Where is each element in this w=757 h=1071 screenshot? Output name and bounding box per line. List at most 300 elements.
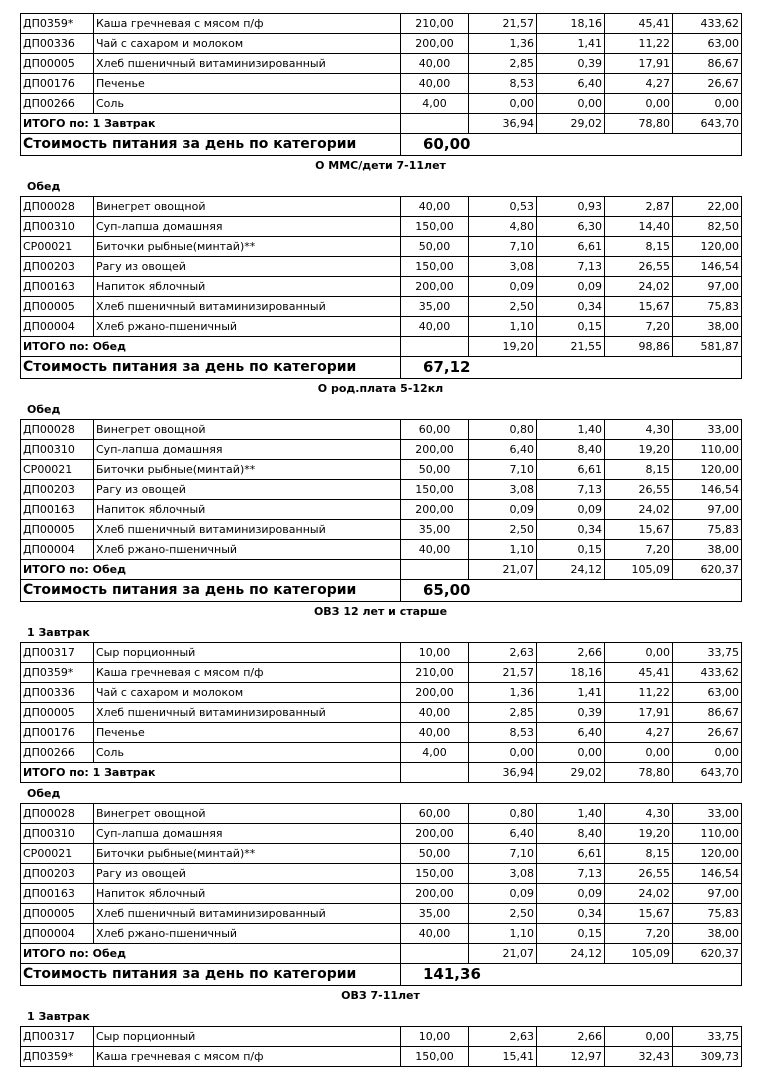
dish-carbs: 4,27 (605, 74, 673, 94)
dish-code: ДП00176 (21, 74, 94, 94)
dish-kcal: 33,75 (673, 643, 742, 663)
dish-kcal: 433,62 (673, 14, 742, 34)
dish-code: ДП00266 (21, 743, 94, 763)
dish-name: Хлеб ржано-пшеничный (94, 540, 401, 560)
total-carbs: 105,09 (605, 560, 673, 580)
dish-kcal: 63,00 (673, 683, 742, 703)
dish-weight: 50,00 (401, 237, 469, 257)
dish-code: ДП00163 (21, 500, 94, 520)
dish-code: ДП00336 (21, 683, 94, 703)
dish-carbs: 0,00 (605, 643, 673, 663)
dish-protein: 0,09 (469, 500, 537, 520)
total-protein: 36,94 (469, 763, 537, 783)
dish-kcal: 82,50 (673, 217, 742, 237)
dish-fat: 0,15 (537, 924, 605, 944)
dish-row (21, 460, 742, 480)
dish-weight: 10,00 (401, 643, 469, 663)
dish-code: ДП00028 (21, 420, 94, 440)
meal-total-row (21, 114, 742, 134)
total-protein: 21,07 (469, 560, 537, 580)
dish-carbs: 8,15 (605, 460, 673, 480)
menu-table (20, 1026, 742, 1067)
dish-fat: 0,09 (537, 500, 605, 520)
dish-code: ДП00004 (21, 540, 94, 560)
dish-carbs: 0,00 (605, 743, 673, 763)
dish-carbs: 8,15 (605, 844, 673, 864)
dish-fat: 0,15 (537, 540, 605, 560)
dish-carbs: 15,67 (605, 904, 673, 924)
dish-weight: 40,00 (401, 74, 469, 94)
dish-row (21, 297, 742, 317)
category-section (20, 156, 741, 379)
dish-name: Суп-лапша домашняя (94, 824, 401, 844)
dish-carbs: 32,43 (605, 1047, 673, 1067)
daily-cost-value: 60,00 (401, 134, 742, 156)
dish-weight: 35,00 (401, 904, 469, 924)
dish-kcal: 97,00 (673, 884, 742, 904)
total-kcal: 643,70 (673, 763, 742, 783)
dish-row (21, 804, 742, 824)
total-weight (401, 337, 469, 357)
dish-carbs: 0,00 (605, 94, 673, 114)
dish-carbs: 7,20 (605, 317, 673, 337)
total-kcal: 581,87 (673, 337, 742, 357)
dish-protein: 0,09 (469, 277, 537, 297)
total-protein: 36,94 (469, 114, 537, 134)
daily-cost-label: Стоимость питания за день по категории (21, 134, 401, 156)
dish-carbs: 24,02 (605, 277, 673, 297)
dish-row (21, 500, 742, 520)
dish-name: Суп-лапша домашняя (94, 440, 401, 460)
dish-row (21, 1047, 742, 1067)
dish-name: Винегрет овощной (94, 804, 401, 824)
dish-code: ДП0359* (21, 663, 94, 683)
dish-weight: 150,00 (401, 864, 469, 884)
dish-protein: 7,10 (469, 460, 537, 480)
dish-name: Хлеб пшеничный витаминизированный (94, 703, 401, 723)
dish-protein: 3,08 (469, 257, 537, 277)
dish-kcal: 110,00 (673, 440, 742, 460)
dish-row (21, 864, 742, 884)
meal-title: Обед (27, 403, 61, 416)
dish-fat: 0,39 (537, 54, 605, 74)
dish-protein: 1,10 (469, 317, 537, 337)
dish-weight: 200,00 (401, 884, 469, 904)
dish-code: ДП00310 (21, 824, 94, 844)
dish-weight: 200,00 (401, 440, 469, 460)
meal-title: Обед (27, 180, 61, 193)
dish-weight: 200,00 (401, 34, 469, 54)
dish-kcal: 38,00 (673, 317, 742, 337)
total-weight (401, 560, 469, 580)
dish-protein: 0,09 (469, 884, 537, 904)
meal-title: 1 Завтрак (27, 626, 90, 639)
dish-row (21, 94, 742, 114)
dish-protein: 8,53 (469, 723, 537, 743)
dish-kcal: 146,54 (673, 864, 742, 884)
dish-protein: 6,40 (469, 824, 537, 844)
dish-row (21, 237, 742, 257)
dish-code: ДП00005 (21, 703, 94, 723)
dish-row (21, 723, 742, 743)
dish-code: ДП00163 (21, 277, 94, 297)
dish-code: ДП00317 (21, 643, 94, 663)
dish-protein: 2,50 (469, 520, 537, 540)
dish-carbs: 4,30 (605, 420, 673, 440)
total-fat: 24,12 (537, 560, 605, 580)
dish-fat: 1,41 (537, 683, 605, 703)
dish-weight: 60,00 (401, 420, 469, 440)
dish-carbs: 11,22 (605, 34, 673, 54)
daily-cost-label: Стоимость питания за день по категории (21, 964, 401, 986)
dish-protein: 2,63 (469, 1027, 537, 1047)
daily-cost-row (21, 357, 742, 379)
dish-code: ДП00203 (21, 480, 94, 500)
dish-name: Рагу из овощей (94, 257, 401, 277)
dish-protein: 8,53 (469, 74, 537, 94)
dish-code: ДП00004 (21, 924, 94, 944)
dish-row (21, 217, 742, 237)
dish-carbs: 8,15 (605, 237, 673, 257)
dish-fat: 6,61 (537, 460, 605, 480)
dish-carbs: 26,55 (605, 864, 673, 884)
dish-carbs: 7,20 (605, 924, 673, 944)
dish-protein: 6,40 (469, 440, 537, 460)
dish-name: Хлеб пшеничный витаминизированный (94, 904, 401, 924)
dish-kcal: 38,00 (673, 540, 742, 560)
dish-weight: 150,00 (401, 257, 469, 277)
dish-fat: 6,30 (537, 217, 605, 237)
total-fat: 24,12 (537, 944, 605, 964)
dish-code: ДП00310 (21, 217, 94, 237)
dish-carbs: 19,20 (605, 824, 673, 844)
dish-fat: 7,13 (537, 480, 605, 500)
dish-kcal: 309,73 (673, 1047, 742, 1067)
dish-fat: 0,15 (537, 317, 605, 337)
dish-carbs: 14,40 (605, 217, 673, 237)
dish-carbs: 19,20 (605, 440, 673, 460)
dish-code: ДП00310 (21, 440, 94, 460)
dish-carbs: 2,87 (605, 197, 673, 217)
dish-code: СР00021 (21, 460, 94, 480)
dish-fat: 6,61 (537, 237, 605, 257)
dish-name: Винегрет овощной (94, 197, 401, 217)
dish-name: Сыр порционный (94, 1027, 401, 1047)
dish-weight: 150,00 (401, 217, 469, 237)
dish-row (21, 34, 742, 54)
menu-document (20, 13, 741, 1067)
dish-carbs: 24,02 (605, 884, 673, 904)
dish-name: Соль (94, 743, 401, 763)
dish-fat: 8,40 (537, 440, 605, 460)
dish-kcal: 63,00 (673, 34, 742, 54)
dish-fat: 6,40 (537, 723, 605, 743)
menu-table (20, 13, 742, 156)
dish-weight: 50,00 (401, 460, 469, 480)
dish-row (21, 54, 742, 74)
dish-protein: 1,36 (469, 34, 537, 54)
dish-row (21, 440, 742, 460)
dish-protein: 15,41 (469, 1047, 537, 1067)
dish-fat: 1,41 (537, 34, 605, 54)
dish-kcal: 22,00 (673, 197, 742, 217)
total-carbs: 78,80 (605, 763, 673, 783)
dish-name: Биточки рыбные(минтай)** (94, 237, 401, 257)
dish-name: Сыр порционный (94, 643, 401, 663)
dish-carbs: 26,55 (605, 480, 673, 500)
dish-code: ДП00176 (21, 723, 94, 743)
dish-fat: 6,40 (537, 74, 605, 94)
category-title: ОВЗ 7-11лет (341, 989, 420, 1002)
dish-row (21, 277, 742, 297)
dish-carbs: 11,22 (605, 683, 673, 703)
dish-protein: 1,10 (469, 924, 537, 944)
category-title: О род.плата 5-12кл (317, 382, 444, 395)
dish-carbs: 17,91 (605, 703, 673, 723)
dish-name: Хлеб пшеничный витаминизированный (94, 54, 401, 74)
dish-kcal: 75,83 (673, 297, 742, 317)
dish-protein: 2,50 (469, 904, 537, 924)
dish-name: Хлеб ржано-пшеничный (94, 317, 401, 337)
dish-weight: 50,00 (401, 844, 469, 864)
dish-code: ДП00004 (21, 317, 94, 337)
dish-kcal: 433,62 (673, 663, 742, 683)
total-protein: 21,07 (469, 944, 537, 964)
dish-row (21, 824, 742, 844)
dish-row (21, 844, 742, 864)
menu-table (20, 196, 742, 379)
dish-kcal: 0,00 (673, 743, 742, 763)
dish-weight: 40,00 (401, 54, 469, 74)
dish-weight: 40,00 (401, 540, 469, 560)
daily-cost-row (21, 134, 742, 156)
dish-weight: 210,00 (401, 663, 469, 683)
dish-weight: 200,00 (401, 683, 469, 703)
dish-kcal: 33,75 (673, 1027, 742, 1047)
dish-row (21, 480, 742, 500)
dish-row (21, 743, 742, 763)
dish-weight: 4,00 (401, 743, 469, 763)
total-kcal: 643,70 (673, 114, 742, 134)
total-carbs: 78,80 (605, 114, 673, 134)
dish-kcal: 26,67 (673, 723, 742, 743)
meal-total-row (21, 560, 742, 580)
dish-fat: 2,66 (537, 1027, 605, 1047)
category-section (20, 13, 741, 156)
dish-code: ДП00317 (21, 1027, 94, 1047)
dish-weight: 10,00 (401, 1027, 469, 1047)
dish-name: Хлеб пшеничный витаминизированный (94, 520, 401, 540)
dish-carbs: 4,30 (605, 804, 673, 824)
dish-row (21, 520, 742, 540)
dish-code: ДП00005 (21, 297, 94, 317)
meal-total-row (21, 944, 742, 964)
dish-fat: 12,97 (537, 1047, 605, 1067)
dish-fat: 0,09 (537, 277, 605, 297)
dish-weight: 200,00 (401, 277, 469, 297)
dish-protein: 21,57 (469, 14, 537, 34)
dish-row (21, 420, 742, 440)
dish-fat: 18,16 (537, 14, 605, 34)
dish-code: ДП00028 (21, 804, 94, 824)
dish-carbs: 15,67 (605, 297, 673, 317)
total-label: ИТОГО по: Обед (21, 337, 401, 357)
dish-fat: 0,34 (537, 520, 605, 540)
dish-weight: 210,00 (401, 14, 469, 34)
dish-protein: 0,80 (469, 804, 537, 824)
dish-row (21, 643, 742, 663)
dish-fat: 0,00 (537, 743, 605, 763)
dish-carbs: 26,55 (605, 257, 673, 277)
dish-weight: 150,00 (401, 480, 469, 500)
dish-kcal: 120,00 (673, 237, 742, 257)
dish-fat: 18,16 (537, 663, 605, 683)
meal-total-row (21, 337, 742, 357)
dish-row (21, 1027, 742, 1047)
dish-row (21, 683, 742, 703)
dish-code: ДП00005 (21, 520, 94, 540)
dish-name: Суп-лапша домашняя (94, 217, 401, 237)
total-label: ИТОГО по: 1 Завтрак (21, 114, 401, 134)
dish-fat: 0,00 (537, 94, 605, 114)
dish-carbs: 45,41 (605, 663, 673, 683)
daily-cost-value: 141,36 (401, 964, 742, 986)
daily-cost-label: Стоимость питания за день по категории (21, 580, 401, 602)
total-weight (401, 763, 469, 783)
dish-row (21, 74, 742, 94)
total-carbs: 105,09 (605, 944, 673, 964)
dish-fat: 0,39 (537, 703, 605, 723)
total-carbs: 98,86 (605, 337, 673, 357)
dish-code: ДП00163 (21, 884, 94, 904)
total-label: ИТОГО по: Обед (21, 560, 401, 580)
dish-carbs: 45,41 (605, 14, 673, 34)
dish-fat: 1,40 (537, 804, 605, 824)
dish-code: ДП0359* (21, 1047, 94, 1067)
dish-protein: 1,10 (469, 540, 537, 560)
dish-kcal: 86,67 (673, 54, 742, 74)
total-weight (401, 114, 469, 134)
dish-name: Каша гречневая с мясом п/ф (94, 14, 401, 34)
dish-kcal: 120,00 (673, 460, 742, 480)
total-kcal: 620,37 (673, 944, 742, 964)
total-protein: 19,20 (469, 337, 537, 357)
dish-row (21, 884, 742, 904)
dish-carbs: 4,27 (605, 723, 673, 743)
dish-name: Биточки рыбные(минтай)** (94, 460, 401, 480)
dish-row (21, 663, 742, 683)
dish-row (21, 540, 742, 560)
total-fat: 21,55 (537, 337, 605, 357)
meal-total-row (21, 763, 742, 783)
dish-kcal: 146,54 (673, 257, 742, 277)
dish-protein: 4,80 (469, 217, 537, 237)
daily-cost-label: Стоимость питания за день по категории (21, 357, 401, 379)
dish-fat: 8,40 (537, 824, 605, 844)
daily-cost-row (21, 964, 742, 986)
dish-name: Печенье (94, 74, 401, 94)
dish-code: ДП00005 (21, 904, 94, 924)
category-section (20, 602, 741, 986)
dish-name: Каша гречневая с мясом п/ф (94, 1047, 401, 1067)
dish-name: Напиток яблочный (94, 500, 401, 520)
dish-kcal: 33,00 (673, 804, 742, 824)
dish-kcal: 86,67 (673, 703, 742, 723)
dish-kcal: 38,00 (673, 924, 742, 944)
dish-code: ДП00203 (21, 864, 94, 884)
dish-row (21, 197, 742, 217)
dish-kcal: 146,54 (673, 480, 742, 500)
dish-protein: 21,57 (469, 663, 537, 683)
dish-fat: 7,13 (537, 864, 605, 884)
dish-row (21, 317, 742, 337)
dish-kcal: 97,00 (673, 500, 742, 520)
dish-protein: 2,85 (469, 703, 537, 723)
dish-carbs: 17,91 (605, 54, 673, 74)
meal-title: Обед (27, 787, 61, 800)
category-title: ОВЗ 12 лет и старше (313, 605, 448, 618)
dish-name: Рагу из овощей (94, 480, 401, 500)
total-fat: 29,02 (537, 763, 605, 783)
dish-carbs: 0,00 (605, 1027, 673, 1047)
dish-kcal: 26,67 (673, 74, 742, 94)
dish-name: Биточки рыбные(минтай)** (94, 844, 401, 864)
dish-row (21, 924, 742, 944)
dish-row (21, 257, 742, 277)
dish-protein: 2,63 (469, 643, 537, 663)
dish-protein: 7,10 (469, 844, 537, 864)
dish-name: Чай с сахаром и молоком (94, 34, 401, 54)
dish-protein: 0,00 (469, 743, 537, 763)
dish-protein: 2,85 (469, 54, 537, 74)
dish-name: Хлеб ржано-пшеничный (94, 924, 401, 944)
dish-code: ДП00336 (21, 34, 94, 54)
dish-fat: 6,61 (537, 844, 605, 864)
dish-kcal: 110,00 (673, 824, 742, 844)
dish-kcal: 120,00 (673, 844, 742, 864)
dish-protein: 2,50 (469, 297, 537, 317)
dish-weight: 40,00 (401, 197, 469, 217)
menu-table (20, 803, 742, 986)
dish-fat: 0,34 (537, 904, 605, 924)
dish-name: Напиток яблочный (94, 884, 401, 904)
dish-weight: 150,00 (401, 1047, 469, 1067)
dish-code: ДП00203 (21, 257, 94, 277)
dish-carbs: 7,20 (605, 540, 673, 560)
dish-fat: 0,34 (537, 297, 605, 317)
dish-fat: 0,93 (537, 197, 605, 217)
dish-kcal: 0,00 (673, 94, 742, 114)
daily-cost-value: 65,00 (401, 580, 742, 602)
dish-code: ДП00028 (21, 197, 94, 217)
daily-cost-value: 67,12 (401, 357, 742, 379)
dish-code: СР00021 (21, 844, 94, 864)
dish-fat: 0,09 (537, 884, 605, 904)
dish-kcal: 33,00 (673, 420, 742, 440)
dish-protein: 3,08 (469, 480, 537, 500)
dish-weight: 40,00 (401, 703, 469, 723)
dish-protein: 7,10 (469, 237, 537, 257)
dish-name: Рагу из овощей (94, 864, 401, 884)
dish-code: СР00021 (21, 237, 94, 257)
dish-name: Хлеб пшеничный витаминизированный (94, 297, 401, 317)
dish-name: Напиток яблочный (94, 277, 401, 297)
dish-name: Соль (94, 94, 401, 114)
dish-weight: 4,00 (401, 94, 469, 114)
category-section (20, 986, 741, 1067)
dish-protein: 3,08 (469, 864, 537, 884)
menu-table (20, 419, 742, 602)
